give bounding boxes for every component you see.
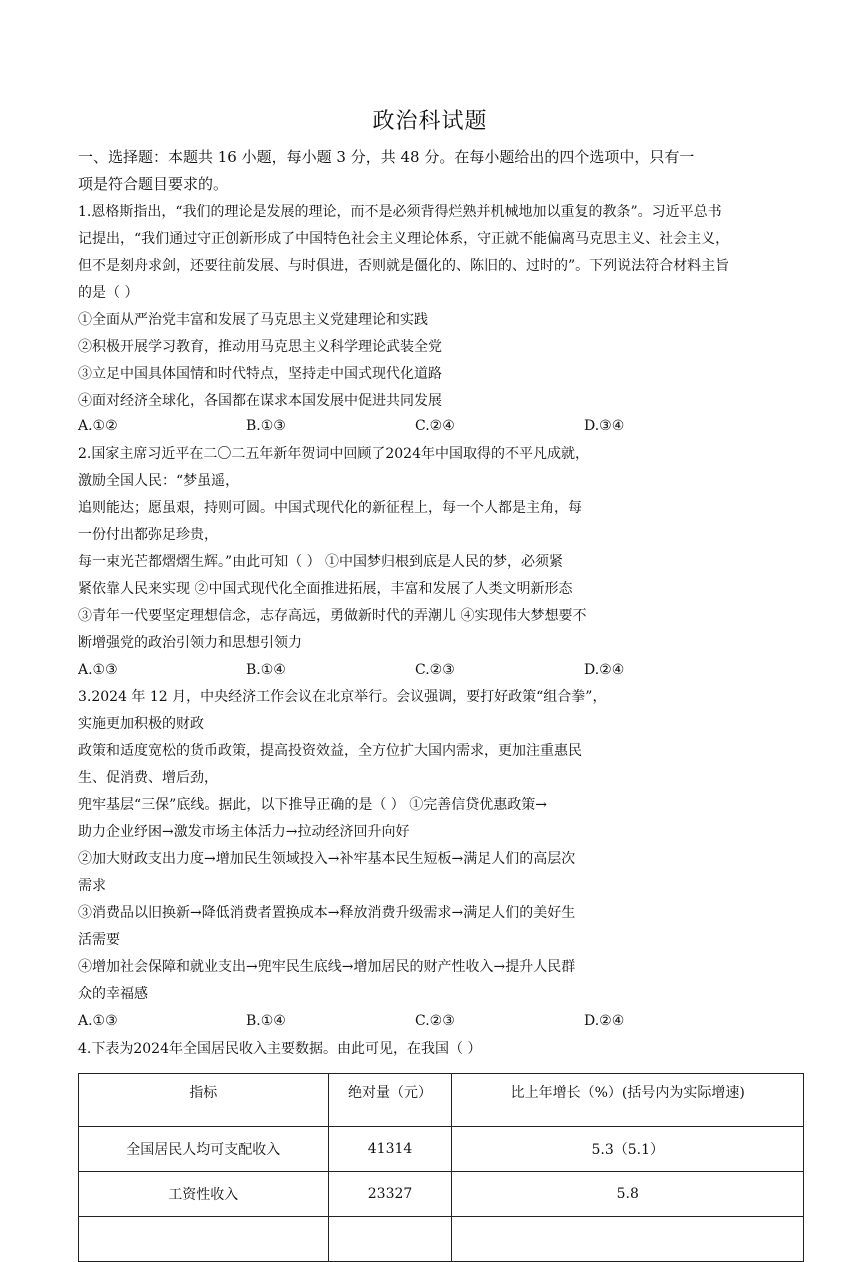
table-row: [79, 1217, 804, 1262]
table-cell: 23327: [328, 1172, 452, 1217]
q1-statement: ③立足中国具体国情和时代特点，坚持走中国式现代化道路: [78, 366, 442, 382]
table-header-row: [79, 1074, 804, 1127]
q2-option-a[interactable]: A.①③: [78, 662, 118, 678]
q2-line: 2.国家主席习近平在二〇二五年新年贺词中回顾了2024年中国取得的不平凡成就，: [78, 446, 589, 462]
q1-statement: ②积极开展学习教育，推动用马克思主义科学理论武装全党: [78, 339, 442, 355]
q3-line: 兜牢基层“三保”底线。据此，以下推导正确的是（ ） ①完善信贷优惠政策→: [78, 797, 547, 813]
table-cell: 全国居民人均可支配收入: [79, 1127, 329, 1172]
q3-line: 政策和适度宽松的货币政策，提高投资效益，全方位扩大国内需求，更加注重惠民: [78, 743, 582, 759]
table-cell: [79, 1217, 329, 1262]
q1-option-c[interactable]: C.②④: [415, 418, 455, 434]
q3-option-b[interactable]: B.①④: [246, 1013, 286, 1029]
q3-option-d[interactable]: D.②④: [584, 1013, 625, 1029]
q2-line: 每一束光芒都熠熠生辉。”由此可知（ ） ①中国梦归根到底是人民的梦，必须紧: [78, 554, 564, 570]
q4-line: 4.下表为2024年全国居民收入主要数据。由此可见，在我国（ ）: [78, 1041, 482, 1057]
q2-option-c[interactable]: C.②③: [415, 662, 455, 678]
exam-title: 政治科试题: [372, 109, 488, 134]
q2-line: ③青年一代要坚定理想信念，志存高远，勇做新时代的弄潮儿 ④实现伟大梦想要不: [78, 608, 587, 624]
q3-line: ④增加社会保障和就业支出→兜牢民生底线→增加居民的财产性收入→提升人民群: [78, 959, 576, 975]
q3-line: 生、促消费、增后劲，: [78, 770, 218, 786]
q3-line: 3.2024 年 12 月，中央经济工作会议在北京举行。会议强调，要打好政策“组合拳”，: [78, 689, 607, 705]
q3-line: ②加大财政支出力度→增加民生领域投入→补牢基本民生短板→满足人们的高层次: [78, 851, 576, 867]
q2-line: 一份付出都弥足珍贵，: [78, 527, 218, 543]
table-row: [79, 1127, 804, 1172]
q2-line: 紧依靠人民来实现 ②中国式现代化全面推进拓展，丰富和发展了人类文明新形态: [78, 581, 573, 597]
q3-option-a[interactable]: A.①③: [78, 1013, 118, 1029]
income-data-table: [78, 1073, 804, 1262]
table-cell: [328, 1217, 452, 1262]
q3-option-c[interactable]: C.②③: [415, 1013, 455, 1029]
q1-statement: ①全面从严治党丰富和发展了马克思主义党建理论和实践: [78, 312, 428, 328]
q2-option-b[interactable]: B.①④: [246, 662, 286, 678]
table-cell: 5.3（5.1）: [452, 1127, 804, 1172]
table-header-cell: 绝对量（元）: [328, 1074, 452, 1127]
section-heading-line2: 项是符合题目要求的。: [78, 175, 229, 193]
section-heading-line1: 一、选择题：本题共 16 小题，每小题 3 分，共 48 分。在每小题给出的四个选项中，只有一: [78, 148, 695, 166]
table-cell: 41314: [328, 1127, 452, 1172]
table-cell: 工资性收入: [79, 1172, 329, 1217]
q2-line: 断增强党的政治引领力和思想引领力: [78, 635, 302, 651]
q1-line: 但不是刻舟求剑，还要往前发展、与时俱进，否则就是僵化的、陈旧的、过时的”。下列说法符合材料主旨: [78, 258, 730, 274]
q3-line: 众的幸福感: [78, 986, 148, 1002]
table-cell: 5.8: [452, 1172, 804, 1217]
q2-option-d[interactable]: D.②④: [584, 662, 625, 678]
q3-line: 实施更加积极的财政: [78, 716, 204, 732]
table-cell: [452, 1217, 804, 1262]
table-header-cell: 指标: [79, 1074, 329, 1127]
q3-line: 活需要: [78, 932, 120, 948]
q1-option-b[interactable]: B.①③: [246, 418, 286, 434]
table-header-cell: 比上年增长（%）(括号内为实际增速): [452, 1074, 804, 1127]
q1-line: 记提出，“我们通过守正创新形成了中国特色社会主义理论体系，守正就不能偏离马克思主义、社会主义，: [78, 231, 730, 247]
q2-line: 追则能达；愿虽艰，持则可圆。中国式现代化的新征程上，每一个人都是主角，每: [78, 500, 582, 516]
q1-option-a[interactable]: A.①②: [78, 418, 118, 434]
q3-line: 助力企业纾困→激发市场主体活力→拉动经济回升向好: [78, 824, 410, 840]
q1-line: 1.恩格斯指出，“我们的理论是发展的理论，而不是必须背得烂熟并机械地加以重复的教条”。习近平总书: [78, 204, 722, 220]
q1-option-d[interactable]: D.③④: [584, 418, 625, 434]
q1-statement: ④面对经济全球化，各国都在谋求本国发展中促进共同发展: [78, 393, 442, 409]
q2-line: 激励全国人民：“梦虽遥，: [78, 473, 240, 489]
q3-line: 需求: [78, 878, 106, 894]
table-row: [79, 1172, 804, 1217]
q3-line: ③消费品以旧换新→降低消费者置换成本→释放消费升级需求→满足人们的美好生: [78, 905, 576, 921]
q1-line: 的是（ ）: [78, 285, 139, 301]
